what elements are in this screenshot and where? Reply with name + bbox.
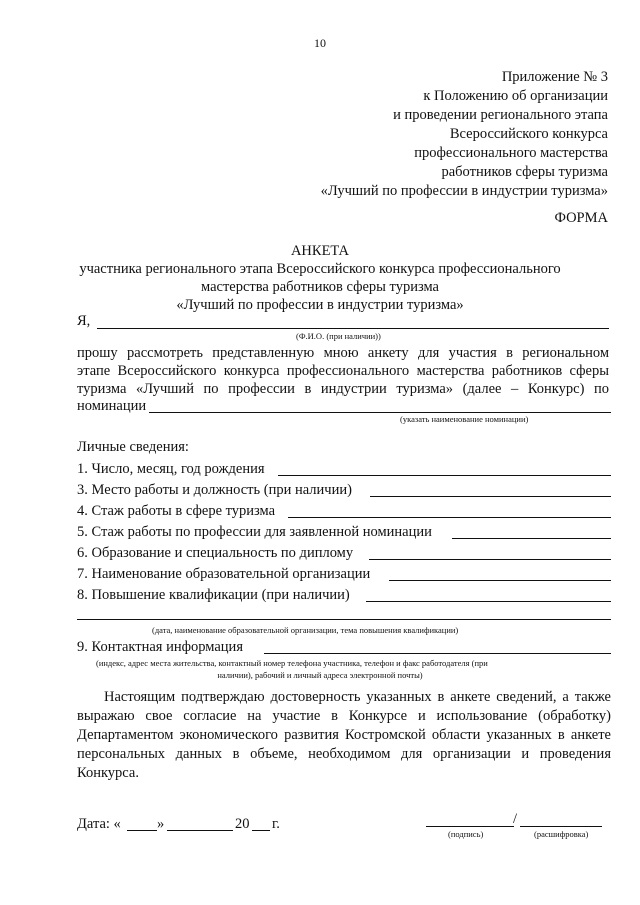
date-label: Дата: «: [77, 816, 121, 832]
nomination-label: номинации: [77, 398, 147, 414]
page-number: 10: [314, 36, 326, 50]
annex-line: и проведении регионального этапа: [393, 107, 608, 123]
request-paragraph: [77, 344, 609, 398]
profession-experience-field[interactable]: [452, 538, 611, 539]
decode-field[interactable]: [520, 826, 602, 827]
birth-date-field[interactable]: [278, 475, 611, 476]
institution-field[interactable]: [389, 580, 611, 581]
annex-line: «Лучший по профессии в индустрии туризма»: [320, 183, 608, 199]
signature-field[interactable]: [426, 826, 514, 827]
qualification-field[interactable]: [366, 601, 611, 602]
contact-label: 9. Контактная информация: [77, 639, 243, 655]
request-line: прошу рассмотреть представленную мною анкету для участия в региональном: [77, 345, 609, 361]
request-line: туризма «Лучший по профессии в индустрии туризма» (далее – Конкурс) по: [77, 381, 609, 397]
consent-line: Конкурса.: [77, 765, 139, 781]
consent-line: Настоящим подтверждаю достоверность указанных в анкете сведений, а также: [104, 689, 611, 705]
signature-separator: /: [513, 811, 518, 827]
education-label: 6. Образование и специальность по диплому: [77, 545, 354, 561]
workplace-label: 3. Место работы и должность (при наличии): [77, 482, 352, 498]
name-field[interactable]: [97, 328, 609, 329]
year-suffix: г.: [272, 816, 280, 832]
birth-date-label: 1. Число, месяц, год рождения: [77, 461, 265, 477]
date-month-field[interactable]: [167, 830, 233, 831]
consent-paragraph: [77, 688, 611, 783]
annex-line: работников сферы туризма: [441, 164, 608, 180]
profession-experience-label: 5. Стаж работы по профессии для заявленной номинации: [77, 524, 432, 540]
form-label: ФОРМА: [554, 210, 608, 226]
annex-line: профессионального мастерства: [414, 145, 608, 161]
qualification-label: 8. Повышение квалификации (при наличии): [77, 587, 350, 603]
qualification-field-continued[interactable]: [77, 619, 611, 620]
consent-line: Департаментом экономического развития Костромской области указанных в анкете: [77, 727, 611, 743]
consent-line: выражаю свое согласие на участие в Конкурсе и использование (обработку): [77, 708, 611, 724]
personal-heading: Личные сведения:: [77, 439, 189, 455]
contact-hint: наличии), рабочий и личный адреса электронной почты): [217, 670, 423, 680]
decode-hint: (расшифровка): [534, 829, 589, 839]
date-quote-close: »: [157, 816, 165, 832]
consent-line: персональных данных в объеме, необходимом для организации и проведения: [77, 746, 611, 762]
title-line: участника регионального этапа Всероссийского конкурса профессионального: [79, 261, 561, 277]
nomination-field[interactable]: [149, 412, 611, 413]
annex-line: к Положению об организации: [423, 88, 608, 104]
annex-line: Приложение № 3: [501, 69, 608, 85]
institution-label: 7. Наименование образовательной организации: [77, 566, 371, 582]
date-year-field[interactable]: [252, 830, 270, 831]
request-line: этапе Всероссийского конкурса профессионального мастерства работников сферы: [77, 363, 609, 379]
signature-hint: (подпись): [448, 829, 484, 839]
annex-line: Всероссийского конкурса: [449, 126, 608, 142]
qualification-hint: (дата, наименование образовательной организации, тема повышения квалификации): [152, 625, 459, 635]
document-title: АНКЕТА: [290, 243, 350, 259]
applicant-prefix: Я,: [77, 313, 91, 329]
title-line: «Лучший по профессии в индустрии туризма»: [176, 297, 464, 313]
education-field[interactable]: [369, 559, 611, 560]
contact-field[interactable]: [264, 653, 611, 654]
contact-hint: (индекс, адрес места жительства, контактный номер телефона участника, телефон и факс работодателя (при: [96, 658, 488, 668]
workplace-field[interactable]: [370, 496, 611, 497]
annex-header: [321, 68, 608, 201]
tourism-experience-field[interactable]: [288, 517, 611, 518]
date-day-field[interactable]: [127, 830, 157, 831]
name-field-hint: (Ф.И.О. (при наличии)): [296, 331, 381, 341]
tourism-experience-label: 4. Стаж работы в сфере туризма: [77, 503, 276, 519]
nomination-field-hint: (указать наименование номинации): [400, 414, 529, 424]
title-line: мастерства работников сферы туризма: [201, 279, 439, 295]
year-prefix: 20: [235, 816, 250, 832]
